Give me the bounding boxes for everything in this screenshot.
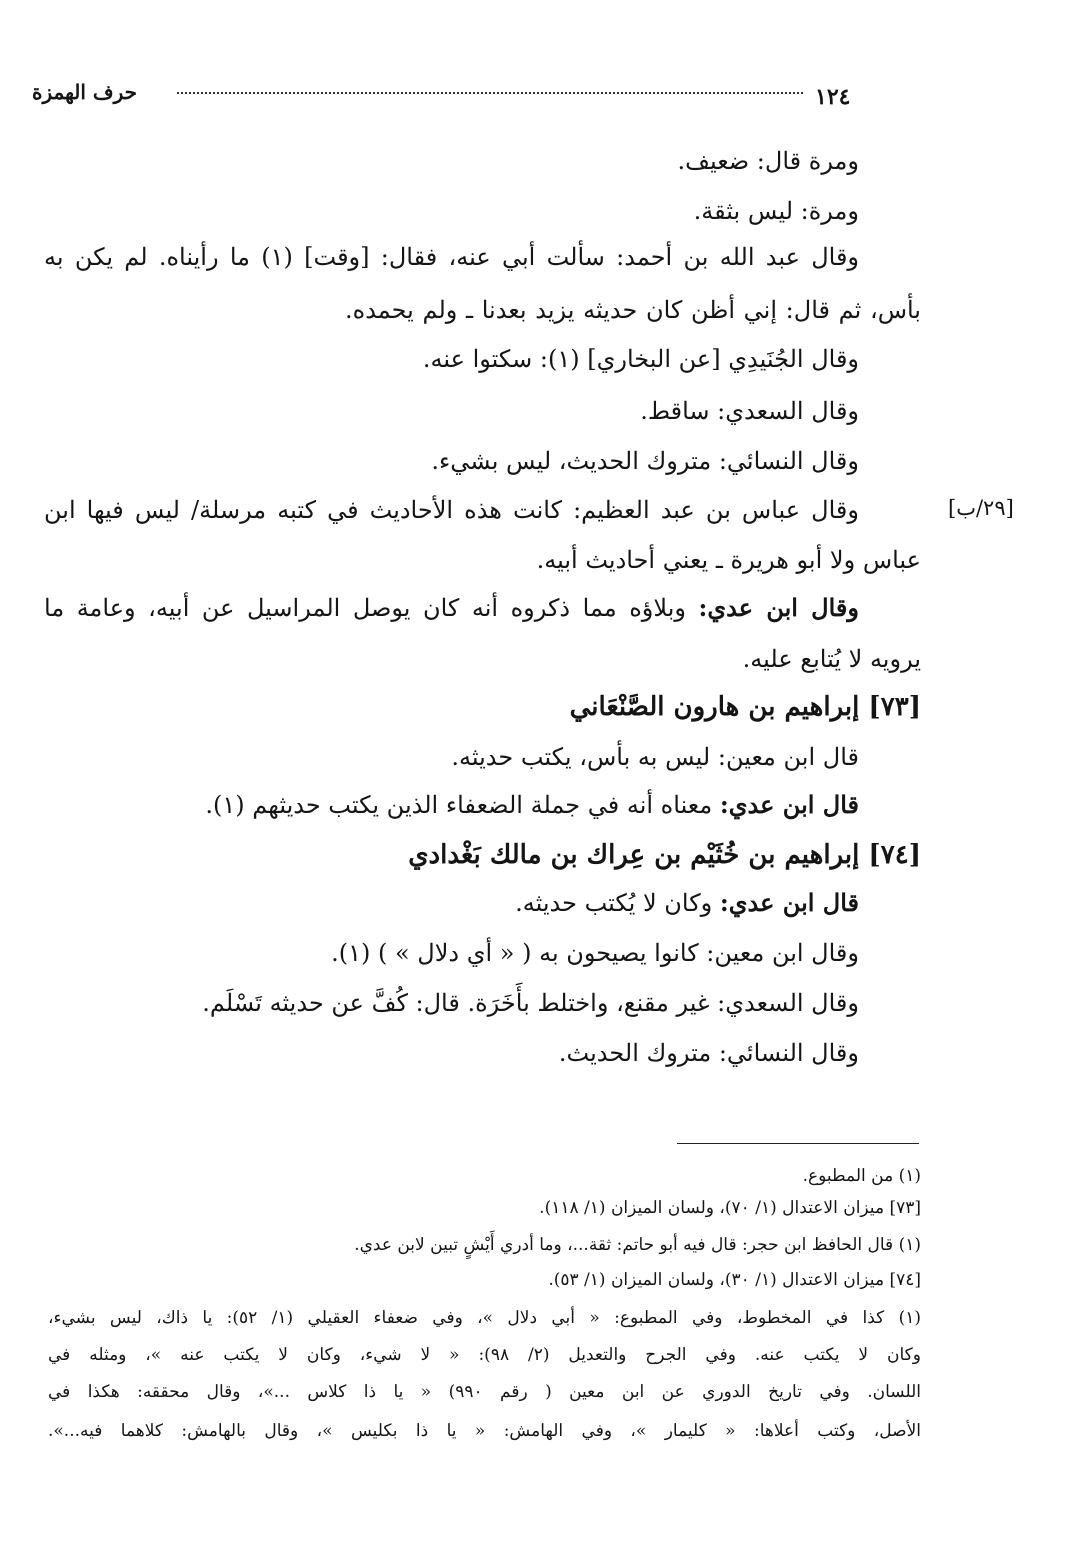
- footnote-line: [٧٣] ميزان الاعتدال (١/ ٧٠)، ولسان الميزان (١/ ١١٨).: [539, 1198, 921, 1218]
- body-line: [559, 1036, 859, 1070]
- body-line: [640, 394, 859, 428]
- body-line: [678, 144, 860, 178]
- body-line: [202, 986, 859, 1020]
- text-run: وقال النسائي: متروك الحديث.: [558, 1039, 859, 1067]
- entry-heading: [408, 838, 921, 872]
- body-line: [431, 444, 859, 478]
- body-line: [515, 886, 859, 920]
- bold-run: [٧٣] إبراهيم بن هارون الصَّنْعَاني: [569, 692, 921, 722]
- margin-folio-note: [٢٩/ب]: [948, 496, 1014, 520]
- body-line: [44, 493, 859, 527]
- footnote-line: (١) من المطبوع.: [802, 1166, 921, 1186]
- text-run: وقال النسائي: متروك الحديث، ليس بشيء.: [431, 447, 859, 475]
- footnote-line: (١) قال الحافظ ابن حجر: قال فيه أبو حاتم: ثقة...، وما أدري أَيْشٍ تبين لابن عدي.: [354, 1235, 921, 1255]
- text-run: قال ابن معين: ليس به بأس، يكتب حديثه.: [451, 743, 859, 771]
- footnote-line: [٧٤] ميزان الاعتدال (١/ ٣٠)، ولسان الميزان (١/ ٥٣).: [548, 1270, 921, 1290]
- text-run: ومرة قال: ضعيف.: [677, 147, 859, 175]
- header-dotted-rule: [177, 92, 803, 94]
- text-run: وقال ابن معين: كانوا يصيحون به ( « أي دلال » ) (١).: [331, 939, 859, 967]
- text-run: وكان لا يُكتب حديثه.: [515, 889, 720, 917]
- text-run: وقال الجُنَيدِي [عن البخاري] (١): سكتوا عنه.: [422, 345, 859, 373]
- text-run: عباس ولا أبو هريرة ـ يعني أحاديث أبيه.: [536, 546, 921, 574]
- bold-run: [٧٤] إبراهيم بن خُثَيْم بن عِراك بن مالك بَغْدادي: [408, 840, 921, 870]
- body-line: [331, 936, 859, 970]
- body-line: [743, 642, 921, 676]
- body-line: [345, 293, 921, 327]
- bold-run: وقال ابن عدي:: [698, 593, 859, 622]
- body-line: [205, 788, 859, 822]
- text-run: وقال عبد الله بن أحمد: سألت أبي عنه، فقال: [وقت] (١) ما رأيناه. لم يكن به: [44, 243, 860, 271]
- entry-heading: [570, 690, 921, 724]
- page-number: ١٢٤: [815, 84, 851, 110]
- bold-run: قال ابن عدي:: [719, 790, 859, 819]
- body-line: [537, 543, 921, 577]
- text-run: يرويه لا يُتابع عليه.: [742, 645, 921, 673]
- body-line: [423, 342, 859, 376]
- text-run: وقال عباس بن عبد العظيم: كانت هذه الأحاديث في كتبه مرسلة/ ليس فيها ابن: [44, 496, 859, 524]
- text-run: وبلاؤه مما ذكروه أنه كان يوصل المراسيل عن أبيه، وعامة ما: [44, 594, 699, 622]
- footnote-separator: [677, 1143, 919, 1144]
- footnote-line: الأصل، وكتب أعلاها: « كليمار »، وفي الهامش: « يا ذا بكليس »، وقال بالهامش: كلاهما فيه...».: [48, 1421, 921, 1441]
- body-line: [694, 194, 859, 228]
- text-run: وقال السعدي: غير مقنع، واختلط بأَخَرَة. قال: كُفَّ عن حديثه تَسْلَم.: [202, 989, 859, 1017]
- text-run: وقال السعدي: ساقط.: [640, 397, 859, 425]
- text-run: معناه أنه في جملة الضعفاء الذين يكتب حديثهم (١).: [205, 791, 720, 819]
- footnote-line: وكان لا يكتب عنه. وفي الجرح والتعديل (٢/ ٩٨): « لا شيء، وكان لا يكتب عنه »، ومثله في: [48, 1345, 921, 1365]
- body-line: [451, 740, 859, 774]
- footnote-line: (١) كذا في المخطوط، وفي المطبوع: « أبي دلال »، وفي ضعفاء العقيلي (١/ ٥٢): يا ذاك، ليس بشيء،: [48, 1308, 921, 1328]
- body-line: [44, 240, 859, 274]
- running-header-title: حرف الهمزة: [32, 80, 138, 104]
- text-run: بأس، ثم قال: إني أظن كان حديثه يزيد بعدنا ـ ولم يحمده.: [345, 296, 921, 324]
- body-line: [44, 591, 859, 625]
- bold-run: قال ابن عدي:: [719, 888, 859, 917]
- text-run: ومرة: ليس بثقة.: [693, 197, 859, 225]
- footnote-line: اللسان. وفي تاريخ الدوري عن ابن معين ( رقم ٩٩٠) « يا ذا كلاس ...»، وقال محققه: هكذا في: [48, 1382, 922, 1402]
